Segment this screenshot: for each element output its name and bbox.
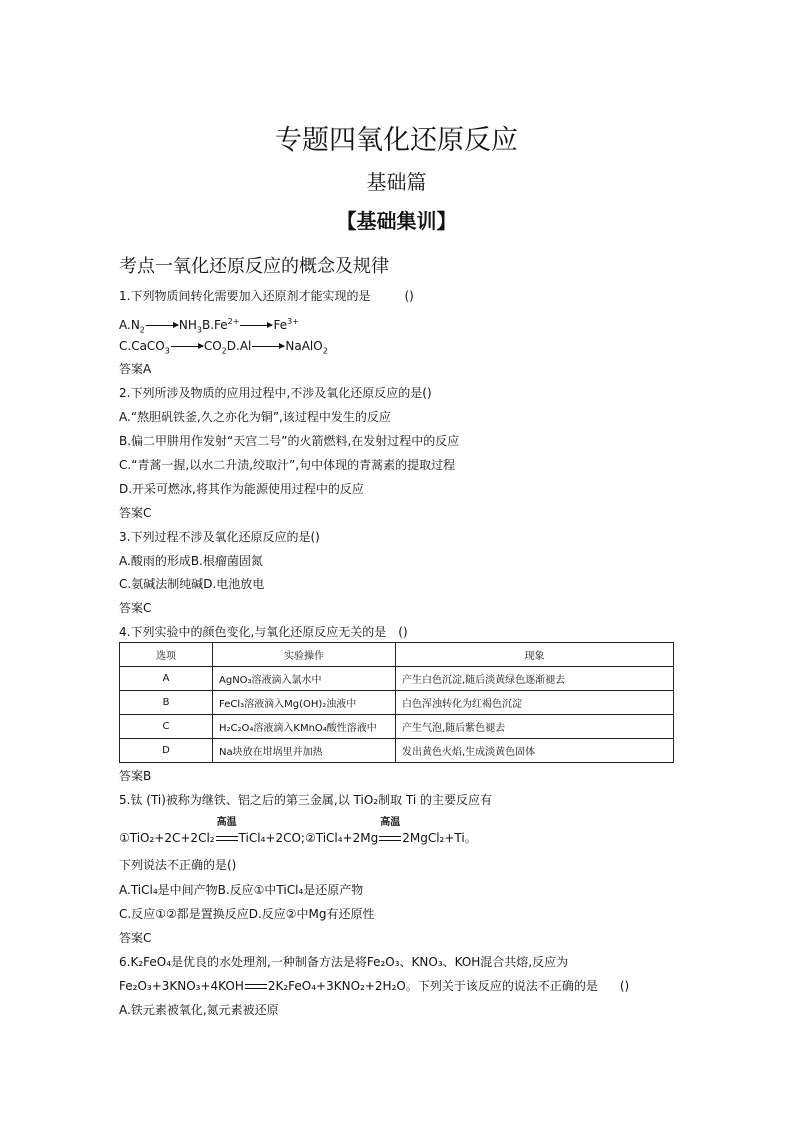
table-row xyxy=(120,715,674,739)
q4-stem-text: 4.下列实验中的颜色变化,与氧化还原反应无关的是 xyxy=(119,625,387,639)
q5-stem: 5.钛 (Ti)被称为继铁、铝之后的第三金属,以 TiO₂制取 Ti 的主要反应有 xyxy=(119,793,493,807)
q5-options-ab: A.TiCl₄是中间产物B.反应①中TiCl₄是还原产物 xyxy=(119,883,364,897)
q1-c-product: CO xyxy=(203,339,222,353)
q1-a-sub: 2 xyxy=(139,325,145,335)
q2-stem: 2.下列所涉及物质的应用过程中,不涉及氧化还原反应的是() xyxy=(119,386,432,400)
table-cell: 产生白色沉淀,随后淡黄绿色逐渐褪去 xyxy=(396,667,674,691)
q1-options-ab xyxy=(119,314,299,338)
q1-b-product-sup: 3+ xyxy=(287,317,299,326)
reaction-condition xyxy=(215,817,239,846)
q1-c-sub: 3 xyxy=(164,346,170,356)
q1-c-text: C.CaCO xyxy=(119,339,165,353)
table-cell: 白色浑浊转化为红褐色沉淀 xyxy=(396,691,674,715)
q5-reaction2-products: 2MgCl₂+Ti。 xyxy=(402,831,477,845)
page-title: 专题四氧化还原反应 xyxy=(275,125,518,156)
q2-option-c: C.“青蒿一握,以水二升渍,绞取汁”,句中体现的青蒿素的提取过程 xyxy=(119,458,456,472)
q1-b-sup: 2+ xyxy=(227,317,240,326)
table-cell: C xyxy=(120,715,213,739)
table-header-cell: 现象 xyxy=(396,643,674,667)
q1-paren: () xyxy=(404,289,414,303)
q3-answer: 答案C xyxy=(119,601,152,615)
q5-reaction1-products: TiCl₄+2CO;②TiCl₄+2Mg xyxy=(238,831,379,845)
q1-d-text: D.Al xyxy=(226,339,252,353)
table-row xyxy=(120,667,674,691)
q2-option-a: A.“熬胆矾铁釜,久之亦化为铜”,该过程中发生的反应 xyxy=(119,410,391,424)
q5-reaction1-reactants: ①TiO₂+2C+2Cl₂ xyxy=(119,831,215,845)
table-cell: FeCl₃溶液滴入Mg(OH)₂浊液中 xyxy=(213,691,396,715)
q5-answer: 答案C xyxy=(119,931,152,945)
q6-stem: 6.K₂FeO₄是优良的水处理剂,一种制备方法是将Fe₂O₃、KNO₃、KOH混合共熔,反应为 xyxy=(119,955,569,969)
equals-icon xyxy=(245,984,267,989)
table-row xyxy=(120,691,674,715)
q3-stem: 3.下列过程不涉及氧化还原反应的是() xyxy=(119,530,320,544)
q5-question: 下列说法不正确的是() xyxy=(119,858,237,872)
q5-reactions xyxy=(119,817,477,846)
q1-stem-text: 1.下列物质间转化需要加入还原剂才能实现的是 xyxy=(119,289,371,303)
q1-d-product-sub: 2 xyxy=(322,346,328,356)
q1-b-product: Fe xyxy=(273,318,288,332)
q6-option-a: A.铁元素被氧化,氮元素被还原 xyxy=(119,1003,279,1017)
table-cell: AgNO₃溶液滴入氯水中 xyxy=(213,667,396,691)
q1-options-cd xyxy=(119,338,328,359)
table-cell: 产生气泡,随后紫色褪去 xyxy=(396,715,674,739)
table-header-row xyxy=(120,643,674,667)
q1-a-text: A.N xyxy=(119,318,140,332)
table-cell: H₂C₂O₄溶液滴入KMnO₄酸性溶液中 xyxy=(213,715,396,739)
q5-options-cd: C.反应①②都是置换反应D.反应②中Mg有还原性 xyxy=(119,907,375,921)
q1-answer: 答案A xyxy=(119,362,152,376)
q3-options-cd: C.氨碱法制纯碱D.电池放电 xyxy=(119,577,265,591)
table-cell: 发出黄色火焰,生成淡黄色固体 xyxy=(396,739,674,763)
q1-d-product: NaAlO xyxy=(285,339,323,353)
q2-option-d: D.开采可燃冰,将其作为能源使用过程中的反应 xyxy=(119,482,364,496)
table-cell: A xyxy=(120,667,213,691)
arrow-icon xyxy=(146,325,178,326)
table-cell: B xyxy=(120,691,213,715)
q2-option-b: B.偏二甲肼用作发射“天宫二号”的火箭燃料,在发射过程中的反应 xyxy=(119,434,460,448)
q4-stem xyxy=(119,624,408,640)
reaction-condition xyxy=(378,817,402,846)
q1-a-product-sub: 3 xyxy=(196,325,202,335)
q6-equation xyxy=(119,978,629,994)
q2-answer: 答案C xyxy=(119,506,152,520)
topic-heading: 考点一氧化还原反应的概念及规律 xyxy=(119,256,389,277)
q1-b-text: B.Fe xyxy=(201,318,228,332)
condition-label: 高温 xyxy=(380,817,401,828)
table-row xyxy=(120,739,674,763)
q1-stem xyxy=(119,288,414,304)
experiment-table xyxy=(119,642,674,763)
arrow-icon xyxy=(252,346,284,347)
arrow-icon xyxy=(240,325,272,326)
q4-answer: 答案B xyxy=(119,769,152,783)
table-header-cell: 实验操作 xyxy=(213,643,396,667)
q6-paren: () xyxy=(619,979,630,993)
arrow-icon xyxy=(171,346,203,347)
q1-a-product: NH xyxy=(178,318,197,332)
equals-icon xyxy=(216,836,238,841)
q3-options-ab: A.酸雨的形成B.根瘤菌固氮 xyxy=(119,554,263,568)
q6-products: 2K₂FeO₄+3KNO₂+2H₂O。下列关于该反应的说法不正确的是 xyxy=(267,979,598,993)
equals-icon xyxy=(379,836,401,841)
condition-label: 高温 xyxy=(216,817,237,828)
table-header-cell: 选项 xyxy=(120,643,213,667)
q1-c-product-sub: 2 xyxy=(221,346,227,356)
q6-reactants: Fe₂O₃+3KNO₃+4KOH xyxy=(119,979,244,993)
section-header: 【基础集训】 xyxy=(336,209,457,233)
table-cell: D xyxy=(120,739,213,763)
page-subtitle: 基础篇 xyxy=(366,170,427,194)
q4-paren: () xyxy=(398,625,408,639)
table-cell: Na块放在坩埚里并加热 xyxy=(213,739,396,763)
